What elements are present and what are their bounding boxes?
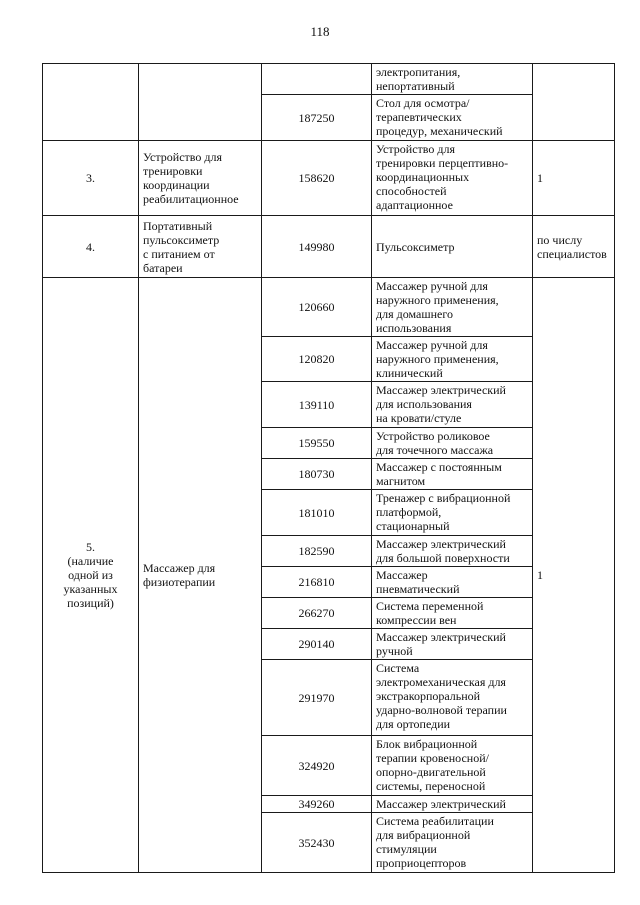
item-name: Устройство для тренировки координации реабилитационное bbox=[139, 141, 262, 216]
item-description: Массажер электрический ручной bbox=[372, 629, 533, 660]
item-code: 290140 bbox=[262, 629, 372, 660]
item-description: Устройство для тренировки перцептивно- координационных способностей адаптационное bbox=[372, 141, 533, 216]
item-code: 182590 bbox=[262, 536, 372, 567]
item-description: Система электромеханическая для экстракорпоральной ударно-волновой терапии для ортопедии bbox=[372, 660, 533, 736]
item-code: 352430 bbox=[262, 813, 372, 873]
item-description: Пульсоксиметр bbox=[372, 216, 533, 278]
item-description: Массажер с постоянным магнитом bbox=[372, 459, 533, 490]
item-description: Массажер пневматический bbox=[372, 567, 533, 598]
table-row bbox=[43, 216, 615, 278]
item-code: 216810 bbox=[262, 567, 372, 598]
table-row bbox=[43, 141, 615, 216]
item-name bbox=[139, 64, 262, 141]
item-description: Массажер электрический для большой поверхности bbox=[372, 536, 533, 567]
row-number: 4. bbox=[43, 216, 139, 278]
item-code: 266270 bbox=[262, 598, 372, 629]
item-description: электропитания, непортативный bbox=[372, 64, 533, 95]
item-description: Массажер электрический bbox=[372, 796, 533, 813]
row-number bbox=[43, 64, 139, 141]
item-quantity bbox=[533, 64, 615, 141]
item-code: 139110 bbox=[262, 382, 372, 428]
item-description: Тренажер с вибрационной платформой, стационарный bbox=[372, 490, 533, 536]
item-description: Система реабилитации для вибрационной стимуляции проприоцепторов bbox=[372, 813, 533, 873]
item-quantity: 1 bbox=[533, 278, 615, 873]
item-name: Портативный пульсоксиметр с питанием от батареи bbox=[139, 216, 262, 278]
item-code: 187250 bbox=[262, 95, 372, 141]
item-code bbox=[262, 64, 372, 95]
page-number: 118 bbox=[310, 24, 330, 39]
item-code: 324920 bbox=[262, 736, 372, 796]
item-code: 291970 bbox=[262, 660, 372, 736]
row-number: 5. (наличие одной из указанных позиций) bbox=[43, 278, 139, 873]
item-code: 349260 bbox=[262, 796, 372, 813]
item-description: Массажер ручной для наружного применения, для домашнего использования bbox=[372, 278, 533, 337]
item-description: Массажер ручной для наружного применения, клинический bbox=[372, 337, 533, 382]
item-code: 149980 bbox=[262, 216, 372, 278]
item-code: 159550 bbox=[262, 428, 372, 459]
item-quantity: 1 bbox=[533, 141, 615, 216]
table-row bbox=[43, 278, 615, 337]
item-code: 158620 bbox=[262, 141, 372, 216]
item-code: 120820 bbox=[262, 337, 372, 382]
item-code: 120660 bbox=[262, 278, 372, 337]
item-name: Массажер для физиотерапии bbox=[139, 278, 262, 873]
item-quantity: по числу специалистов bbox=[533, 216, 615, 278]
item-description: Блок вибрационной терапии кровеносной/ опорно-двигательной системы, переносной bbox=[372, 736, 533, 796]
item-code: 181010 bbox=[262, 490, 372, 536]
equipment-table bbox=[42, 63, 615, 873]
table-row bbox=[43, 64, 615, 95]
item-description: Система переменной компрессии вен bbox=[372, 598, 533, 629]
item-code: 180730 bbox=[262, 459, 372, 490]
row-number: 3. bbox=[43, 141, 139, 216]
item-description: Стол для осмотра/ терапевтических процедур, механический bbox=[372, 95, 533, 141]
item-description: Массажер электрический для использования на кровати/стуле bbox=[372, 382, 533, 428]
item-description: Устройство роликовое для точечного массажа bbox=[372, 428, 533, 459]
